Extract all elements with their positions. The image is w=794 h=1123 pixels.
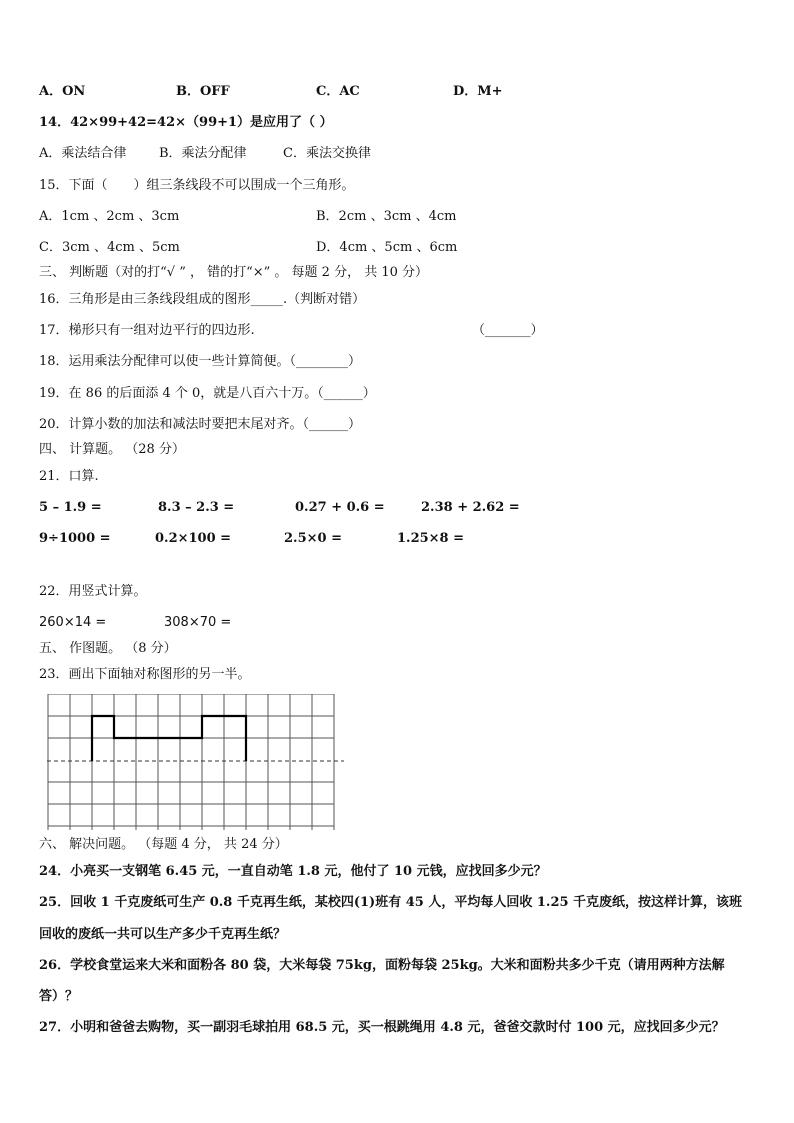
question-17: 17．梯形只有一组对边平行的四边形. bbox=[39, 323, 255, 338]
oral-calc-item: 9÷1000 = bbox=[39, 531, 111, 546]
question-24: 24．小亮买一支钢笔 6.45 元，一直自动笔 1.8 元，他付了 10 元钱，应找回多少元？ bbox=[39, 864, 547, 879]
question-26-line-1: 26．学校食堂运来大米和面粉各 80 袋，大米每袋 75kg，面粉每袋 25kg。大米和面粉共多少千克（请用两种方法解 bbox=[39, 958, 725, 973]
section-heading-calc: 四、 计算题。 （28 分） bbox=[39, 442, 185, 457]
question-16: 16．三角形是由三条线段组成的图形_____.（判断对错） bbox=[39, 292, 366, 307]
option-a: A．乘法结合律 bbox=[39, 146, 127, 161]
question-19: 19．在 86 的后面添 4 个 0，就是八百六十万。（______） bbox=[39, 386, 376, 401]
oral-calc-item: 2.5×0 = bbox=[284, 531, 342, 546]
question-26-line-2: 答）？ bbox=[39, 989, 79, 1004]
vertical-calc-item: 260×14 = bbox=[39, 615, 107, 630]
question-25-line-2: 回收的废纸一共可以生产多少千克再生纸？ bbox=[39, 927, 287, 942]
question-27: 27．小明和爸爸去购物，买一副羽毛球拍用 68.5 元，买一根跳绳用 4.8 元，爸爸交款时付 100 元，应找回多少元？ bbox=[39, 1020, 725, 1035]
option-c: C．AC bbox=[316, 84, 360, 99]
question-14: 14．42×99+42=42×（99+1）是应用了（ ） bbox=[39, 115, 333, 130]
oral-calc-item: 1.25×8 = bbox=[397, 531, 465, 546]
option-d: D．4cm 、5cm 、6cm bbox=[316, 240, 458, 255]
option-b: B．乘法分配律 bbox=[159, 146, 247, 161]
question-21: 21．口算. bbox=[39, 469, 99, 484]
option-c: C．3cm 、4cm 、5cm bbox=[39, 240, 180, 255]
answer-blank: （_______） bbox=[472, 323, 544, 338]
question-20: 20．计算小数的加法和减法时要把末尾对齐。（______） bbox=[39, 417, 362, 432]
oral-calc-item: 5 – 1.9 = bbox=[39, 500, 102, 515]
option-c: C．乘法交换律 bbox=[283, 146, 371, 161]
question-23: 23．画出下面轴对称图形的另一半。 bbox=[39, 667, 251, 682]
oral-calc-item: 0.27 + 0.6 = bbox=[295, 500, 385, 515]
option-b: B．2cm 、3cm 、4cm bbox=[316, 209, 457, 224]
symmetry-grid bbox=[46, 694, 346, 834]
grid-figure bbox=[46, 694, 346, 830]
vertical-calc-item: 308×70 = bbox=[164, 615, 232, 630]
question-22: 22．用竖式计算。 bbox=[39, 584, 147, 599]
section-heading-judge: 三、 判断题（对的打“√ ” ， 错的打“×” 。 每题 2 分， 共 10 分） bbox=[39, 265, 429, 280]
option-a: A．1cm 、2cm 、3cm bbox=[39, 209, 180, 224]
oral-calc-item: 8.3 – 2.3 = bbox=[158, 500, 235, 515]
option-a: A．ON bbox=[39, 84, 86, 99]
question-15: 15．下面（ ）组三条线段不可以围成一个三角形。 bbox=[39, 178, 355, 193]
question-18: 18．运用乘法分配律可以使一些计算简便。（________） bbox=[39, 354, 362, 369]
option-b: B．OFF bbox=[176, 84, 230, 99]
question-25-line-1: 25．回收 1 千克废纸可生产 0.8 千克再生纸，某校四(1)班有 45 人，平均每人回收 1.25 千克废纸，按这样计算，该班 bbox=[39, 895, 743, 910]
section-heading-solve: 六、 解决问题。 （每题 4 分， 共 24 分） bbox=[39, 837, 288, 852]
oral-calc-item: 2.38 + 2.62 = bbox=[421, 500, 520, 515]
option-d: D．M+ bbox=[453, 84, 503, 99]
section-heading-drawing: 五、 作图题。 （8 分） bbox=[39, 641, 177, 656]
oral-calc-item: 0.2×100 = bbox=[155, 531, 232, 546]
